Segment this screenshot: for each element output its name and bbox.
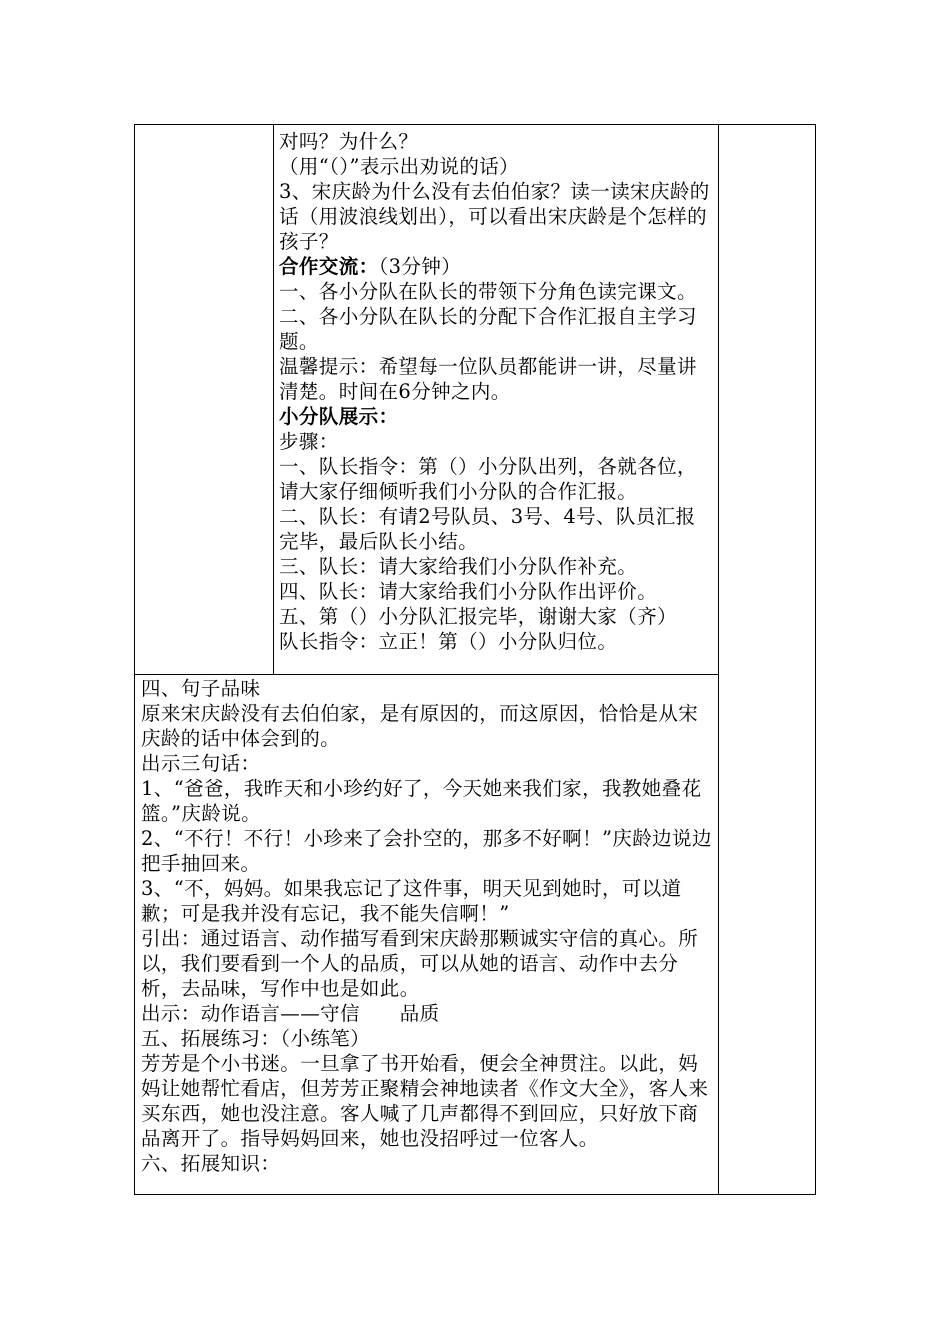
- line-text: 五、第（）小分队汇报完毕，谢谢大家（齐）: [279, 605, 678, 628]
- upper-line: [279, 629, 715, 654]
- line-text: 三、队长：请大家给我们小分队作补充。: [279, 555, 638, 578]
- line-suffix: （3分钟）: [378, 255, 462, 278]
- upper-line: [279, 354, 715, 404]
- line-text: 温馨提示：希望每一位队员都能讲一讲，尽量讲清楚。时间在6分钟之内。: [279, 355, 697, 403]
- lower-line: 1、“爸爸，我昨天和小珍约好了，今天她来我们家，我教她叠花篮。”庆龄说。: [141, 777, 702, 825]
- bold-label: 合作交流：: [279, 255, 379, 278]
- lower-content-cell: [141, 676, 715, 1176]
- lower-line: 2、“不行！不行！小珍来了会扑空的，那多不好啊！”庆龄边说边把手抽回来。: [141, 827, 712, 875]
- line-text: 对吗？为什么？: [279, 130, 419, 153]
- upper-line: [279, 504, 715, 554]
- upper-line: [279, 604, 715, 629]
- lower-line: 原来宋庆龄没有去伯伯家，是有原因的，而这原因，恰恰是从宋庆龄的话中体会到的。: [141, 702, 699, 750]
- bold-label: 小分队展示：: [279, 405, 399, 428]
- line-text: 四、队长：请大家给我们小分队作出评价。: [279, 580, 658, 603]
- line-text: 步骤：: [279, 430, 339, 453]
- upper-line: [279, 554, 715, 579]
- column-divider-right: [718, 125, 719, 1194]
- lower-line: 六、拓展知识：: [141, 1152, 281, 1175]
- upper-line: [279, 404, 715, 429]
- lower-line: 芳芳是个小书迷。一旦拿了书开始看，便会全神贯注。以此，妈妈让她帮忙看店，但芳芳正聚精会神地读者《作文大全》，客人来买东西，她也没注意。客人喊了几声都得不到回应，只好放下商品离开了。指导妈妈回来，她也没招呼过一位客人。: [141, 1052, 709, 1150]
- upper-line: [279, 279, 715, 304]
- upper-line: [279, 179, 715, 254]
- upper-line: [279, 579, 715, 604]
- upper-line: [279, 154, 715, 179]
- line-text: 二、队长：有请2号队员、3号、4号、队员汇报完毕，最后队长小结。: [279, 505, 696, 553]
- upper-line: [279, 129, 715, 154]
- line-text: 一、队长指令：第（）小分队出列，各就各位，请大家仔细倾听我们小分队的合作汇报。: [279, 455, 697, 503]
- line-text: 队长指令：立正！第（）小分队归位。: [279, 630, 618, 653]
- line-text: 二、各小分队在队长的分配下合作汇报自主学习题。: [279, 305, 697, 353]
- lower-line: 出示三句话：: [141, 752, 261, 775]
- lower-line: 出示：动作语言——守信 品质: [141, 1002, 440, 1025]
- column-divider-left: [273, 125, 274, 674]
- upper-line: [279, 429, 715, 454]
- line-text: （用“（）”表示出劝说的话）: [279, 155, 520, 178]
- upper-line: [279, 254, 715, 279]
- upper-line: [279, 454, 715, 504]
- lower-line: 五、拓展练习：（小练笔）: [141, 1027, 371, 1050]
- line-text: 3、宋庆龄为什么没有去伯伯家？读一读宋庆龄的话（用波浪线划出），可以看出宋庆龄是个怎样的孩子？: [279, 180, 710, 253]
- upper-line: [279, 304, 715, 354]
- row-divider: [135, 674, 719, 675]
- line-text: 一、各小分队在队长的带领下分角色读完课文。: [279, 280, 697, 303]
- lesson-table: [134, 124, 816, 1195]
- section-heading: 四、句子品味: [141, 677, 261, 700]
- lower-line: 3、“不，妈妈。如果我忘记了这件事，明天见到她时，可以道歉；可是我并没有忘记，我不能失信啊！”: [141, 877, 682, 925]
- upper-content-cell: [279, 129, 715, 654]
- lower-lines: [141, 701, 715, 1176]
- lower-line: 引出：通过语言、动作描写看到宋庆龄那颗诚实守信的真心。所以，我们要看到一个人的品质，可以从她的语言、动作中去分析，去品味，写作中也是如此。: [141, 927, 699, 1000]
